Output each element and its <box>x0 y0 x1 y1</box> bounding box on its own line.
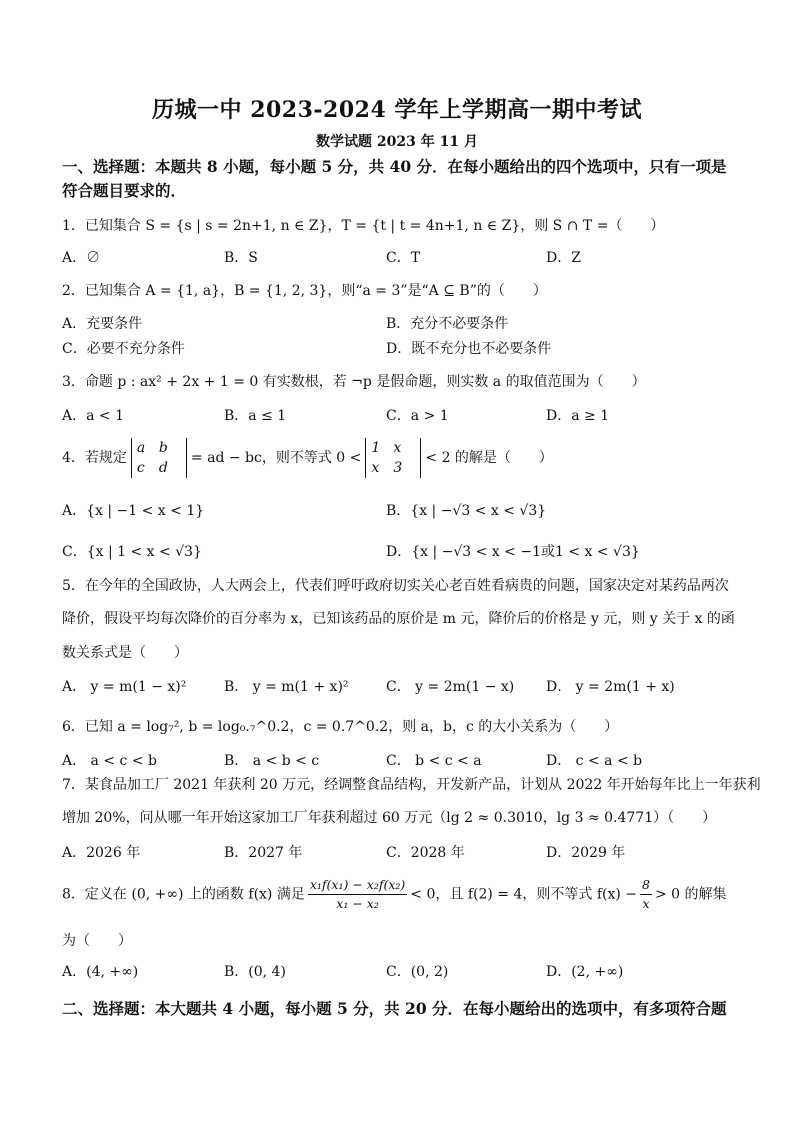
question-6-option-b: B． a < b < c <box>224 753 320 769</box>
exam-subtitle: 数学试题 2023 年 11 月 <box>316 134 478 150</box>
question-2-option-a: A．充要条件 <box>62 316 143 332</box>
question-4-option-a: A．{x | −1 < x < 1} <box>62 503 205 519</box>
det1-d: d <box>158 460 168 476</box>
exam-title: 历城一中 2023-2024 学年上学期高一期中考试 <box>152 97 642 123</box>
section2-heading-line1: 二、选择题：本大题共 4 小题，每小题 5 分，共 20 分．在每小题给出的选项中，有多项符合题 <box>62 999 727 1018</box>
question-5-option-d: D． y = 2m(1 + x) <box>546 679 675 695</box>
section1-heading-line1: 一、选择题：本题共 8 小题，每小题 5 分，共 40 分．在每小题给出的四个选项中，只有一项是 <box>62 157 727 176</box>
question-4-mid: = ad − bc，则不等式 0 < <box>190 450 362 466</box>
det2-1: 1 <box>371 440 381 456</box>
question-8-option-b: B．(0, 4) <box>224 964 286 980</box>
determinant-1xx3 <box>365 438 421 478</box>
question-2-option-d: D．既不充分也不必要条件 <box>386 341 552 357</box>
question-8-fraction <box>308 876 407 913</box>
question-8-line2: 为（ ） <box>62 933 132 949</box>
question-7-option-b: B．2027 年 <box>224 845 303 861</box>
question-4-suffix: < 2 的解是（ ） <box>425 450 553 466</box>
question-7-line2: 增加 20%，问从哪一年开始这家加工厂年获利超过 60 万元（lg 2 ≈ 0.3010，lg 3 ≈ 0.4771）（ ） <box>62 810 717 826</box>
section1-heading-line2: 符合题目要求的． <box>62 181 187 200</box>
question-7-option-d: D．2029 年 <box>546 845 626 861</box>
det2-x2: x <box>371 460 380 476</box>
fraction2-numerator: 8 <box>640 876 652 895</box>
question-3-text: 3．命题 p : ax² + 2x + 1 = 0 有实数根，若 ¬p 是假命题，则实数 a 的取值范围为（ ） <box>62 374 646 390</box>
det1-b: b <box>158 440 168 456</box>
det2-x: x <box>393 440 402 456</box>
question-4-option-b: B．{x | −√3 < x < √3} <box>386 503 547 519</box>
question-5-line2: 降价，假设平均每次降价的百分率为 x，已知该药品的原价是 m 元，降价后的价格是 y 元，则 y 关于 x 的函 <box>62 611 735 627</box>
question-8-option-d: D．(2, +∞) <box>546 964 624 980</box>
question-6-text: 6．已知 a = log₇², b = log₀.₇^0.2，c = 0.7^0.2，则 a，b，c 的大小关系为（ ） <box>62 719 619 735</box>
question-1-text: 1．已知集合 S = {s | s = 2n+1, n ∈ Z}，T = {t | t = 4n+1, n ∈ Z}，则 S ∩ T =（ ） <box>62 218 665 234</box>
question-1-option-d: D．Z <box>546 250 581 266</box>
question-4-text <box>62 438 553 478</box>
question-5-option-b: B． y = m(1 + x)² <box>224 679 349 695</box>
question-5-option-a: A． y = m(1 − x)² <box>62 679 187 695</box>
fraction-numerator: x₁f(x₁) − x₂f(x₂) <box>308 876 407 895</box>
question-3-option-c: C．a > 1 <box>386 408 449 424</box>
question-8-text <box>62 876 727 913</box>
question-6-option-d: D． c < a < b <box>546 753 643 769</box>
question-6-option-c: C． b < c < a <box>386 753 482 769</box>
fraction-denominator: x₁ − x₂ <box>336 896 379 911</box>
det1-a: a <box>136 440 146 456</box>
question-7-option-a: A．2026 年 <box>62 845 141 861</box>
question-4-option-d: D．{x | −√3 < x < −1或1 < x < √3} <box>386 544 640 560</box>
question-4-option-c: C．{x | 1 < x < √3} <box>62 544 202 560</box>
question-8-option-a: A．(4, +∞) <box>62 964 139 980</box>
question-3-option-a: A．a < 1 <box>62 408 124 424</box>
question-3-option-b: B．a ≤ 1 <box>224 408 287 424</box>
question-8-option-c: C．(0, 2) <box>386 964 449 980</box>
question-5-line1: 5．在今年的全国政协，人大两会上，代表们呼吁政府切实关心老百姓看病贵的问题，国家决定对某药品两次 <box>62 578 729 594</box>
question-6-option-a: A． a < c < b <box>62 753 157 769</box>
question-2-option-c: C．必要不充分条件 <box>62 341 185 357</box>
question-5-option-c: C． y = 2m(1 − x) <box>386 679 515 695</box>
question-2-option-b: B．充分不必要条件 <box>386 316 509 332</box>
question-7-option-c: C．2028 年 <box>386 845 465 861</box>
question-8-suffix: > 0 的解集 <box>654 886 727 903</box>
question-2-text: 2．已知集合 A = {1, a}，B = {1, 2, 3}，则“a = 3”是“A ⊆ B”的（ ） <box>62 283 547 299</box>
fraction2-denominator: x <box>642 896 650 911</box>
question-7-line1: 7．某食品加工厂 2021 年获利 20 万元，经调整食品结构，开发新产品，计划从 2022 年开始每年比上一年获利 <box>62 777 761 793</box>
question-1-option-c: C．T <box>386 250 421 266</box>
det1-c: c <box>136 460 145 476</box>
determinant-abcd <box>131 438 187 478</box>
question-4-prefix: 4．若规定 <box>62 450 127 466</box>
question-8-mid: < 0，且 f(2) = 4，则不等式 f(x) − <box>410 886 638 903</box>
question-1-option-b: B．S <box>224 250 258 266</box>
question-5-line3: 数关系式是（ ） <box>62 645 188 661</box>
question-3-option-d: D．a ≥ 1 <box>546 408 610 424</box>
question-1-option-a: A．∅ <box>62 250 101 266</box>
question-8-fraction-2 <box>640 876 652 913</box>
question-8-prefix: 8．定义在 (0, +∞) 上的函数 f(x) 满足 <box>62 886 305 903</box>
det2-3: 3 <box>393 460 403 476</box>
